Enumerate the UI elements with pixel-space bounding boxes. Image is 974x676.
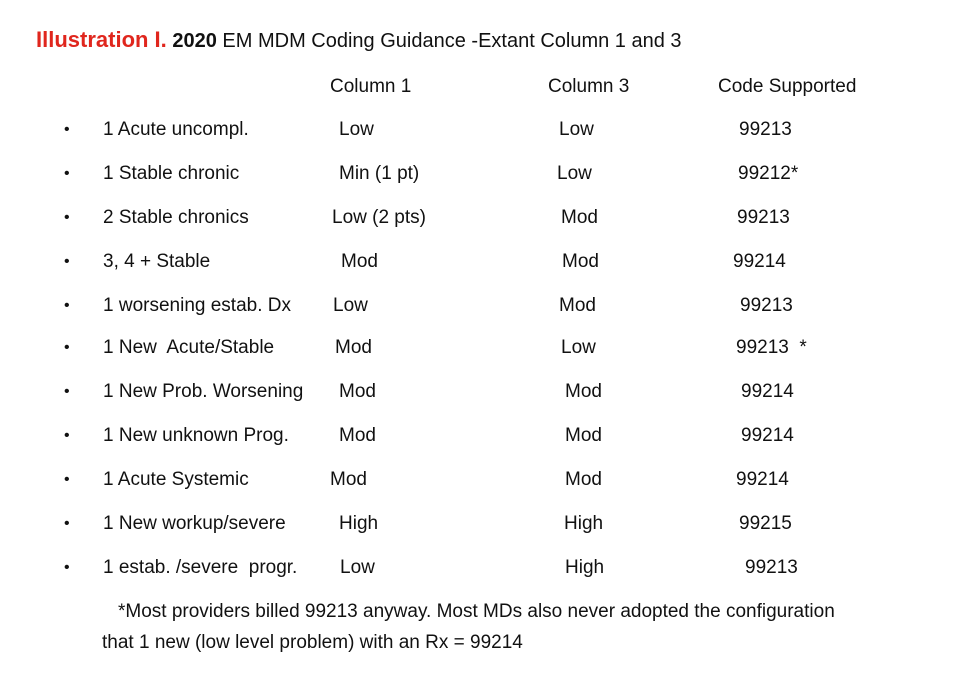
column-1-cell: Mod <box>339 425 376 446</box>
column-3-cell: High <box>564 513 604 534</box>
column-1-cell: Mod <box>341 251 378 272</box>
problem-cell: 1 Acute uncompl. <box>103 119 249 140</box>
footnote-line-1: *Most providers billed 99213 anyway. Most MDs also never adopted the configuration <box>118 601 835 622</box>
problem-cell: 1 estab. /severe progr. <box>103 557 298 578</box>
column-3-cell: Mod <box>565 381 602 402</box>
column-1-cell: Low (2 pts) <box>332 207 426 228</box>
bullet-icon: • <box>64 427 70 444</box>
code-cell: 99214 <box>741 381 794 402</box>
problem-cell: 1 New Prob. Worsening <box>103 381 304 402</box>
table-row <box>0 247 974 277</box>
column-3-cell: Mod <box>565 425 602 446</box>
column-1-cell: Mod <box>339 381 376 402</box>
bullet-icon: • <box>64 339 70 356</box>
column-3-cell: Mod <box>561 207 598 228</box>
bullet-icon: • <box>64 297 70 314</box>
bullet-icon: • <box>64 209 70 226</box>
problem-cell: 1 New workup/severe <box>103 513 286 534</box>
column-3-cell: Low <box>559 119 594 140</box>
table-row <box>0 509 974 539</box>
problem-cell: 1 New Acute/Stable <box>103 337 275 358</box>
table-row <box>0 115 974 145</box>
code-cell: 99214 <box>736 469 789 490</box>
table-row <box>0 377 974 407</box>
problem-cell: 3, 4 + Stable <box>103 251 211 272</box>
table-row <box>0 465 974 495</box>
illustration-label: Illustration I. <box>36 27 167 52</box>
code-cell: 99213 * <box>736 337 807 358</box>
column-1-cell: Low <box>333 295 368 316</box>
bullet-icon: • <box>64 559 70 576</box>
column-3-cell: Mod <box>562 251 599 272</box>
column-1-cell: Mod <box>330 469 367 490</box>
column-1-cell: Low <box>339 119 374 140</box>
problem-cell: 2 Stable chronics <box>103 207 249 228</box>
bullet-icon: • <box>64 165 70 182</box>
column-1-cell: Low <box>340 557 375 578</box>
table-row <box>0 291 974 321</box>
problem-cell: 1 Stable chronic <box>103 163 240 184</box>
column-1-cell: Mod <box>335 337 372 358</box>
bullet-icon: • <box>64 471 70 488</box>
column-3-cell: Low <box>561 337 596 358</box>
column-1-cell: High <box>339 513 379 534</box>
title-text: EM MDM Coding Guidance -Extant Column 1 and 3 <box>222 30 682 52</box>
column-1-header: Column 1 <box>330 76 412 97</box>
table-row <box>0 553 974 583</box>
problem-cell: 1 New unknown Prog. <box>103 425 289 446</box>
code-cell: 99213 <box>745 557 798 578</box>
title-year: 2020 <box>172 30 217 52</box>
bullet-icon: • <box>64 253 70 270</box>
problem-cell: 1 Acute Systemic <box>103 469 249 490</box>
page-title <box>36 26 682 55</box>
problem-cell: 1 worsening estab. Dx <box>103 295 291 316</box>
code-supported-header: Code Supported <box>718 76 857 97</box>
footnote <box>102 596 922 658</box>
code-cell: 99214 <box>741 425 794 446</box>
code-cell: 99213 <box>739 119 792 140</box>
code-cell: 99214 <box>733 251 786 272</box>
code-cell: 99213 <box>740 295 793 316</box>
column-3-cell: High <box>565 557 605 578</box>
bullet-icon: • <box>64 515 70 532</box>
bullet-icon: • <box>64 121 70 138</box>
table-row <box>0 333 974 363</box>
code-cell: 99213 <box>737 207 790 228</box>
column-3-cell: Low <box>557 163 592 184</box>
column-1-cell: Min (1 pt) <box>339 163 420 184</box>
bullet-icon: • <box>64 383 70 400</box>
table-row <box>0 203 974 233</box>
code-cell: 99212* <box>738 163 799 184</box>
column-3-header: Column 3 <box>548 76 630 97</box>
code-cell: 99215 <box>739 513 792 534</box>
column-3-cell: Mod <box>565 469 602 490</box>
table-row <box>0 421 974 451</box>
column-3-cell: Mod <box>559 295 596 316</box>
table-row <box>0 159 974 189</box>
footnote-line-2: that 1 new (low level problem) with an Rx = 99214 <box>102 632 523 653</box>
